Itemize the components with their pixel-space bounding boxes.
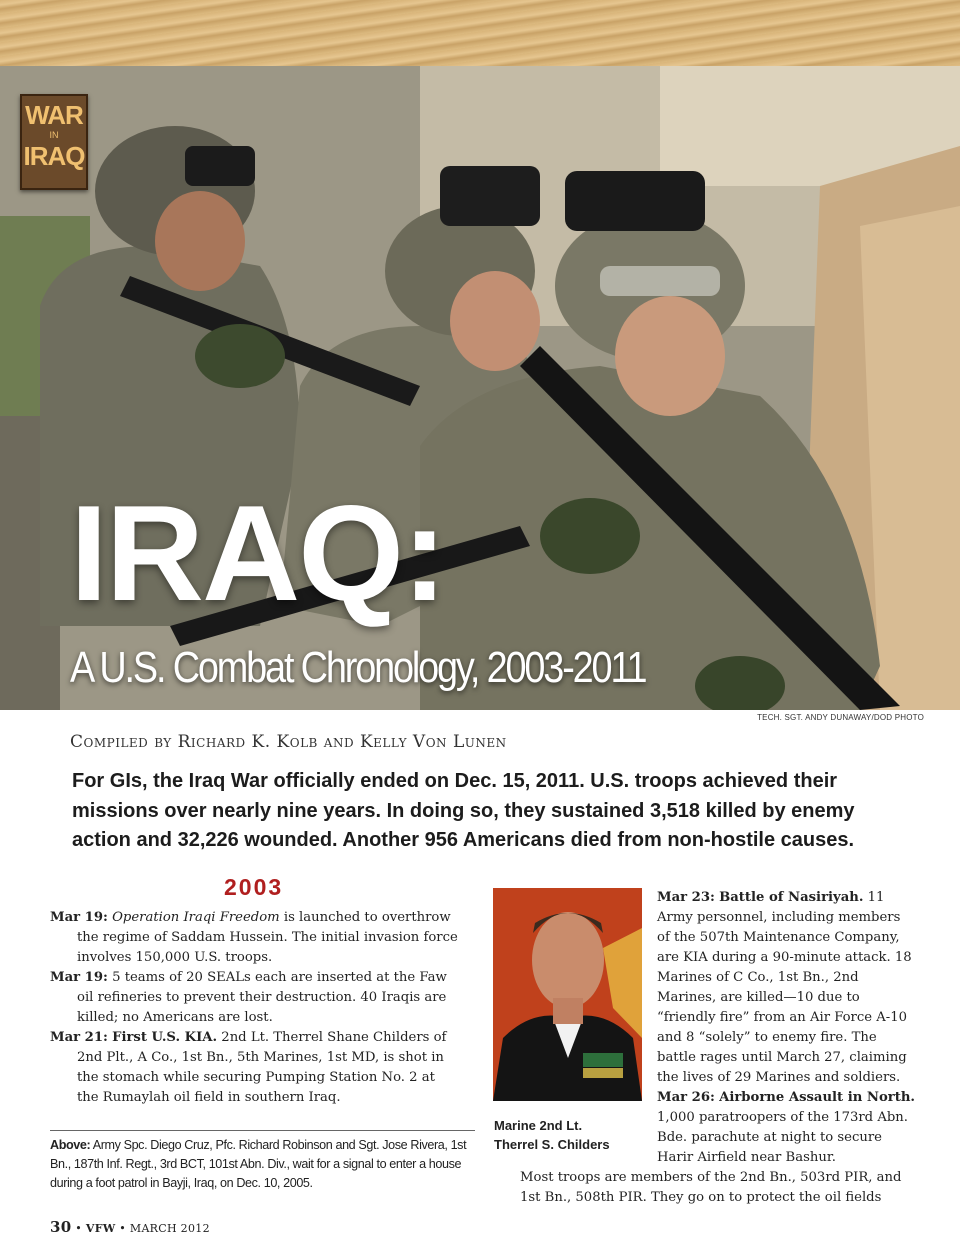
entry-text: 11 Army personnel, including members of the 507th Maintenance Company, are KIA during a 90-minute attack. 18 Marines of C Co., 1st Bn., 2nd Marines, are killed—10 due to “friendly fire” from an Air Force A-10 and 8 “solely” to enemy fire. The battle rages until March 27, claiming the lives of 29 Marines and soldiers. xyxy=(657,890,912,1085)
chronology-entry xyxy=(50,908,460,968)
caption-label: Above: xyxy=(50,1138,91,1152)
entry-text: 2nd Lt. Therrel Shane Childers of 2nd Plt., A Co., 1st Bn., 5th Marines, 1st MD, is shot in the stomach while securing Pumping Station No. 2 at the Rumaylah oil field in southern Iraq. xyxy=(77,1030,447,1105)
photo-credit: TECH. SGT. ANDY DUNAWAY/DOD PHOTO xyxy=(757,713,924,722)
chronology-column-left xyxy=(50,908,460,1108)
intro-paragraph: For GIs, the Iraq War officially ended on Dec. 15, 2011. U.S. troops achieved their missions over nearly nine years. In doing so, they sustained 3,518 killed by enemy action and 32,226 wounded. Another 956 Americans died from non-hostile causes. xyxy=(72,770,855,851)
entry-date: Mar 19: xyxy=(50,910,108,925)
headline: IRAQ: xyxy=(70,477,446,629)
entry-title: First U.S. KIA. xyxy=(112,1030,218,1045)
entry-title: Battle of Nasiriyah. xyxy=(719,890,864,905)
footer-separator: • xyxy=(75,1222,83,1235)
byline: Compiled by Richard K. Kolb and Kelly Von Lunen xyxy=(70,732,507,752)
chronology-column-right xyxy=(657,888,917,1168)
war-in-iraq-badge xyxy=(20,94,88,190)
entry-title: Airborne Assault in North. xyxy=(719,1090,915,1105)
entry-text: 5 teams of 20 SEALs each are inserted at the Faw oil refineries to prevent their destruction. 40 Iraqis are killed; no Americans are lost. xyxy=(77,970,447,1025)
chronology-entry xyxy=(657,1088,917,1168)
entry-date: Mar 26: xyxy=(657,1090,715,1105)
photo-caption-above xyxy=(50,1136,475,1193)
caption-divider xyxy=(50,1130,475,1131)
badge-word-iraq: IRAQ xyxy=(23,141,85,171)
hero-photo xyxy=(0,66,960,710)
chronology-continuation: Most troops are members of the 2nd Bn., 503rd PIR, and 1st Bn., 508th PIR. They go on to protect the oil fields xyxy=(520,1170,902,1205)
issue-date: MARCH 2012 xyxy=(129,1222,210,1235)
marine-portrait-illustration xyxy=(493,888,642,1101)
portrait-photo xyxy=(493,888,642,1101)
page-footer xyxy=(50,1218,210,1236)
entry-text: 1,000 paratroopers of the 173rd Abn. Bde. parachute at night to secure Harir Airfield near Bashur. xyxy=(657,1110,908,1165)
portrait-caption-line2: Therrel S. Childers xyxy=(494,1137,610,1152)
entry-date: Mar 21: xyxy=(50,1030,108,1045)
caption-text: Army Spc. Diego Cruz, Pfc. Richard Robinson and Sgt. Jose Rivera, 1st Bn., 187th Inf. Regt., 3rd BCT, 101st Abn. Div., wait for a signal to enter a house during a foot patrol in Bayji, Iraq, on Dec. 10, 2005. xyxy=(50,1138,467,1190)
subhead: A U.S. Combat Chronology, 2003-2011 xyxy=(70,643,646,692)
entry-italic: Operation Iraqi Freedom xyxy=(112,910,280,925)
entry-date: Mar 23: xyxy=(657,890,715,905)
badge-word-in: IN xyxy=(49,130,59,140)
footer-separator: • xyxy=(119,1222,127,1235)
chronology-entry xyxy=(50,1028,460,1108)
chronology-entry xyxy=(50,968,460,1028)
portrait-caption xyxy=(494,1116,644,1154)
entry-text: is launched to overthrow the regime of Saddam Hussein. The initial invasion force involves 150,000 U.S. troops. xyxy=(77,910,458,965)
year-heading: 2003 xyxy=(224,874,284,900)
sand-header-strip xyxy=(0,0,960,66)
page-number: 30 xyxy=(50,1218,72,1236)
chronology-entry xyxy=(657,888,917,1088)
magazine-name: VFW xyxy=(85,1222,116,1235)
entry-date: Mar 19: xyxy=(50,970,108,985)
badge-word-war: WAR xyxy=(25,100,83,130)
portrait-caption-line1: Marine 2nd Lt. xyxy=(494,1118,583,1133)
